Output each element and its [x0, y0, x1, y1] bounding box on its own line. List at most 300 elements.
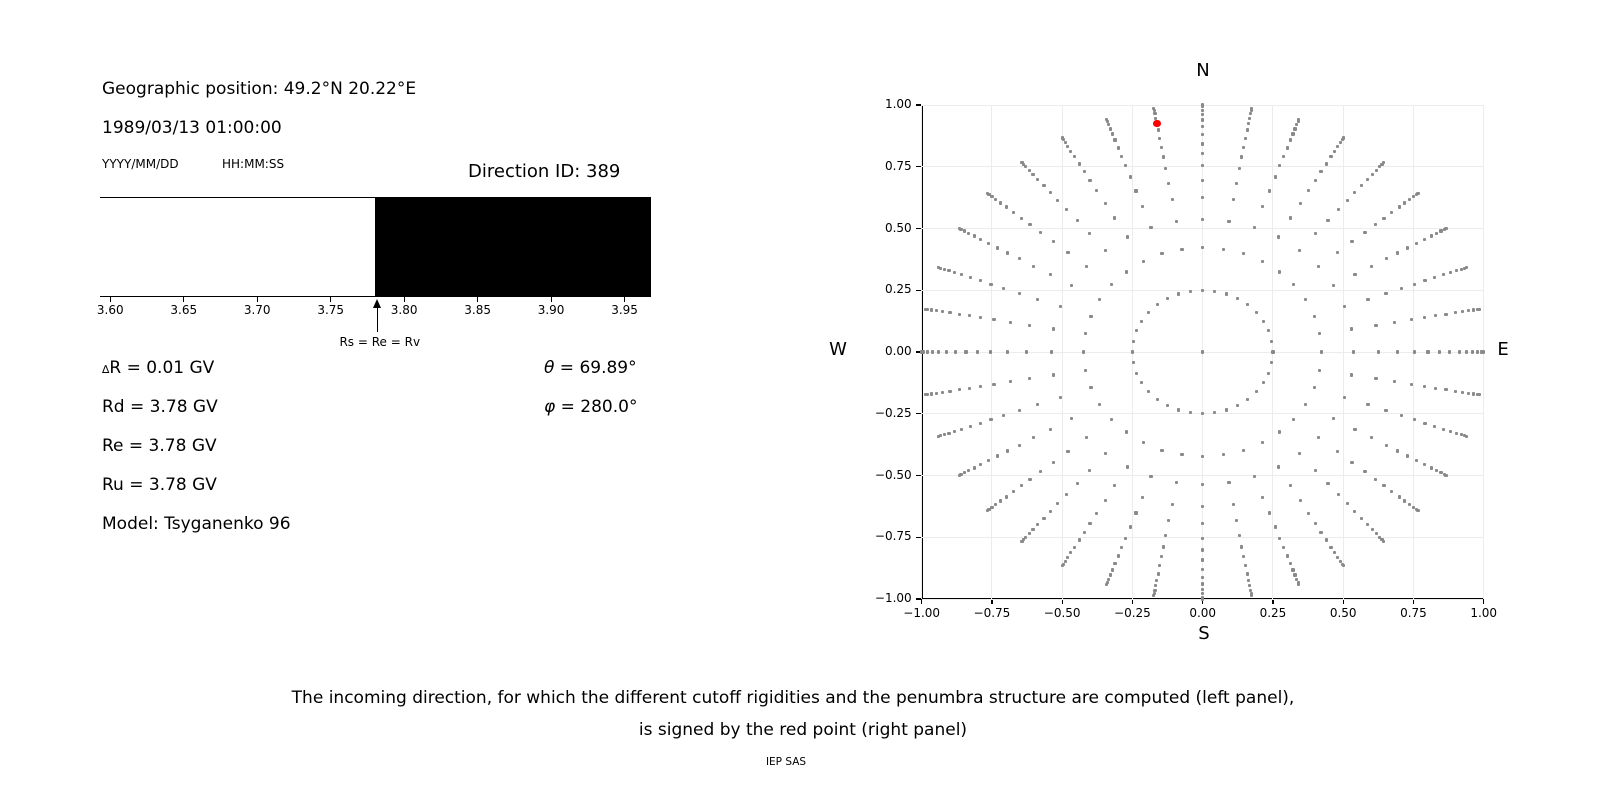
direction-dot	[1482, 350, 1485, 353]
direction-dot	[1049, 428, 1052, 431]
direction-dot	[1406, 454, 1409, 457]
direction-dot	[1052, 461, 1055, 464]
direction-dot	[1313, 386, 1316, 389]
direction-dot	[1268, 511, 1271, 514]
direction-dot	[1255, 311, 1258, 314]
direction-dot	[937, 435, 940, 438]
direction-dot	[1374, 223, 1377, 226]
y-tick-label: 0.25	[884, 282, 912, 297]
direction-dot	[1180, 248, 1183, 251]
direction-dot	[1442, 428, 1445, 431]
direction-dot	[1299, 202, 1302, 205]
direction-dot	[930, 308, 933, 311]
y-tick-label: −0.25	[874, 405, 912, 420]
direction-dot	[1385, 444, 1388, 447]
direction-dot	[1175, 220, 1178, 223]
direction-dot	[1448, 350, 1451, 353]
direction-dot	[947, 269, 950, 272]
direction-dot	[1160, 449, 1163, 452]
direction-dot	[1382, 540, 1385, 543]
direction-dot	[1350, 240, 1353, 243]
direction-dot	[986, 192, 989, 195]
direction-dot	[1374, 478, 1377, 481]
direction-dot	[1460, 268, 1463, 271]
direction-dot	[1076, 219, 1079, 222]
x-tick-label: 1.00	[1470, 606, 1498, 620]
y-tick-label: 0.00	[884, 344, 912, 358]
direction-dot	[1189, 290, 1192, 293]
direction-dot	[948, 390, 951, 393]
direction-dot	[1036, 178, 1039, 181]
direction-dot	[1438, 350, 1441, 353]
direction-dot	[1042, 517, 1045, 520]
direction-dot	[943, 268, 946, 271]
direction-dot	[1413, 283, 1416, 286]
direction-dot	[973, 466, 976, 469]
direction-dot	[1056, 199, 1059, 202]
direction-dot	[1201, 142, 1204, 145]
compass-west-label: W	[829, 339, 847, 360]
direction-dot	[1012, 490, 1015, 493]
direction-dot	[1110, 418, 1113, 421]
direction-dot	[1304, 403, 1307, 406]
direction-dot	[1261, 441, 1264, 444]
direction-dot	[1274, 175, 1277, 178]
phi-symbol: φ	[544, 397, 556, 417]
direction-dot	[1255, 390, 1258, 393]
re-value: Re = 3.78 GV	[102, 436, 217, 456]
direction-dot	[1171, 198, 1174, 201]
direction-dot	[1326, 482, 1329, 485]
direction-dot	[979, 422, 982, 425]
direction-dot	[1005, 205, 1008, 208]
direction-dot	[1201, 103, 1204, 106]
direction-dot	[1320, 350, 1323, 353]
x-tick-label: −0.50	[1043, 606, 1081, 620]
direction-dot	[1109, 573, 1112, 576]
direction-dot	[1434, 387, 1437, 390]
direction-dot	[1360, 184, 1363, 187]
direction-dot	[935, 392, 938, 395]
direction-dot	[920, 350, 923, 353]
delta-symbol: ∆	[102, 363, 110, 376]
direction-dot	[1293, 573, 1296, 576]
penumbra-tick-label: 3.75	[317, 303, 345, 317]
direction-dot	[1018, 292, 1021, 295]
cutoff-arrow-label: Rs = Re = Rv	[339, 335, 421, 349]
y-tick-label: −0.50	[874, 467, 912, 482]
direction-dot	[1065, 208, 1068, 211]
direction-dot	[1020, 540, 1023, 543]
direction-dot	[1095, 512, 1098, 515]
y-tick-label: −1.00	[874, 591, 912, 605]
penumbra-segment-allowed	[100, 198, 375, 296]
direction-dot	[979, 238, 982, 241]
direction-dot	[1052, 240, 1055, 243]
direction-dot	[1042, 184, 1045, 187]
direction-dot	[1232, 198, 1235, 201]
direction-dot	[968, 387, 971, 390]
direction-dot	[1104, 499, 1107, 502]
direction-dot	[1111, 132, 1114, 135]
direction-dot	[1235, 182, 1238, 185]
direction-dot	[1353, 273, 1356, 276]
direction-dot	[1049, 510, 1052, 513]
direction-dot	[1478, 308, 1481, 311]
ru-value: Ru = 3.78 GV	[102, 475, 217, 495]
direction-dot	[1201, 588, 1204, 591]
direction-dot	[1177, 408, 1180, 411]
direction-dot	[958, 474, 961, 477]
direction-dot	[1227, 220, 1230, 223]
direction-dot	[1201, 548, 1204, 551]
direction-dot	[1073, 155, 1076, 158]
direction-dot	[1149, 226, 1152, 229]
direction-dot	[1415, 242, 1418, 245]
direction-dot	[999, 499, 1002, 502]
compass-south-label: S	[1198, 623, 1210, 644]
direction-dot	[1113, 216, 1116, 219]
y-axis-tick	[916, 537, 921, 538]
direction-dot	[1282, 546, 1285, 549]
direction-dot	[1253, 226, 1256, 229]
direction-dot	[1069, 150, 1072, 153]
direction-dot	[1342, 136, 1345, 139]
direction-dot	[960, 428, 963, 431]
direction-dot	[1336, 450, 1339, 453]
direction-dot	[1124, 537, 1127, 540]
direction-dot	[1242, 146, 1245, 149]
direction-dot	[1111, 568, 1114, 571]
direction-dot	[1225, 292, 1228, 295]
direction-dot	[1049, 273, 1052, 276]
direction-dot	[1031, 173, 1034, 176]
direction-dot	[1317, 265, 1320, 268]
direction-dot	[1222, 248, 1225, 251]
direction-dot	[1408, 503, 1411, 506]
direction-dot	[1406, 246, 1409, 249]
y-axis-tick	[916, 598, 921, 599]
direction-dot	[1374, 324, 1377, 327]
direction-dot	[1201, 125, 1204, 128]
direction-dot	[958, 227, 961, 230]
direction-dot	[1366, 178, 1369, 181]
penumbra-tick-label: 3.85	[464, 303, 491, 317]
direction-dot-center	[1201, 350, 1204, 353]
direction-dot	[1039, 231, 1042, 234]
x-tick-label: 0.75	[1400, 606, 1427, 620]
direction-dot	[1061, 136, 1064, 139]
direction-dot	[1319, 531, 1322, 534]
rd-value: Rd = 3.78 GV	[102, 397, 218, 417]
direction-dot	[1076, 482, 1079, 485]
direction-dot	[1350, 327, 1353, 330]
direction-dot	[1162, 155, 1165, 158]
direction-dot	[1156, 398, 1159, 401]
direction-dot	[1088, 469, 1091, 472]
direction-dot	[1088, 232, 1091, 235]
direction-dot	[1201, 537, 1204, 540]
direction-dot	[1277, 465, 1280, 468]
direction-dot	[1352, 350, 1355, 353]
direction-dot	[1333, 150, 1336, 153]
x-axis-tick	[1483, 599, 1484, 604]
direction-dot	[1350, 461, 1353, 464]
direction-dot	[1177, 292, 1180, 295]
direction-dot	[930, 392, 933, 395]
direction-dot	[931, 350, 934, 353]
direction-dot	[1082, 350, 1085, 353]
compass-east-label: E	[1497, 339, 1509, 360]
direction-dot	[1240, 545, 1243, 548]
direction-dot	[990, 506, 993, 509]
direction-dot	[1268, 189, 1271, 192]
direction-dot	[1400, 287, 1403, 290]
direction-dot	[1171, 503, 1174, 506]
direction-dot	[1201, 455, 1204, 458]
direction-dot	[1375, 532, 1378, 535]
caption-line-2: is signed by the red point (right panel)	[638, 720, 968, 740]
direction-dot	[1141, 496, 1144, 499]
direction-dot	[1271, 350, 1274, 353]
x-tick-label: 0.50	[1329, 606, 1357, 620]
direction-dot	[1433, 425, 1436, 428]
direction-dot	[1036, 298, 1039, 301]
direction-dot	[1006, 251, 1009, 254]
direction-dot	[1325, 538, 1328, 541]
direction-dot	[1227, 481, 1230, 484]
cutoff-arrow-icon	[373, 299, 381, 308]
direction-dot	[1052, 373, 1055, 376]
direction-dot	[1444, 474, 1447, 477]
direction-dot	[989, 350, 992, 353]
date-format-hint: YYYY/MM/DD	[102, 157, 179, 171]
direction-dot	[1382, 161, 1385, 164]
direction-dot	[1454, 390, 1457, 393]
direction-dot	[1064, 141, 1067, 144]
direction-dot	[1083, 531, 1086, 534]
y-axis-tick	[916, 290, 921, 291]
direction-dot	[1410, 318, 1413, 321]
penumbra-segment-forbidden	[375, 198, 651, 296]
direction-dot	[1375, 169, 1378, 172]
direction-dot	[1201, 109, 1204, 112]
x-tick-label: 0.25	[1259, 606, 1287, 620]
direction-dot	[1289, 216, 1292, 219]
direction-dot	[1455, 432, 1458, 435]
direction-dot	[1332, 284, 1335, 287]
direction-dot	[1238, 534, 1241, 537]
direction-dot	[1353, 428, 1356, 431]
direction-dot	[1028, 169, 1031, 172]
direction-dot	[1084, 369, 1087, 372]
direction-dot	[945, 350, 948, 353]
direction-dot	[1113, 138, 1116, 141]
direction-dot	[1461, 391, 1464, 394]
penumbra-tick-label: 3.80	[390, 303, 418, 317]
y-axis-tick	[916, 228, 921, 229]
direction-dot	[989, 283, 992, 286]
selected-direction-dot	[1153, 120, 1161, 128]
direction-dot	[1248, 117, 1251, 120]
direction-dot	[1020, 161, 1023, 164]
direction-dot	[1291, 132, 1294, 135]
direction-dot	[1009, 321, 1012, 324]
direction-dot	[937, 350, 940, 353]
direction-dot	[1201, 218, 1204, 221]
direction-dot	[1289, 138, 1292, 141]
direction-dot	[1088, 522, 1091, 525]
penumbra-tick	[404, 297, 405, 302]
direction-dot	[1117, 146, 1120, 149]
direction-dot	[1132, 340, 1135, 343]
direction-dot	[1098, 403, 1101, 406]
direction-dot	[1413, 350, 1416, 353]
direction-dot	[1410, 383, 1413, 386]
direction-dot	[1166, 404, 1169, 407]
direction-dot	[1050, 350, 1053, 353]
direction-dot	[1247, 122, 1250, 125]
direction-dot	[1393, 321, 1396, 324]
direction-dot	[1065, 493, 1068, 496]
x-axis-tick	[991, 599, 992, 604]
direction-dot	[926, 350, 929, 353]
direction-dot	[1201, 118, 1204, 121]
direction-dot	[1162, 545, 1165, 548]
direction-dot	[979, 385, 982, 388]
direction-dot	[924, 308, 927, 311]
direction-dot	[976, 350, 979, 353]
direction-dot	[1472, 392, 1475, 395]
direction-dot	[989, 418, 992, 421]
model-name: Model: Tsyganenko 96	[102, 514, 291, 534]
penumbra-tick	[110, 297, 111, 302]
direction-dot	[1129, 175, 1132, 178]
direction-dot	[1105, 583, 1108, 586]
datetime-text: 1989/03/13 01:00:00	[102, 118, 282, 138]
penumbra-tick-label: 3.60	[96, 303, 124, 317]
direction-dot	[1201, 597, 1204, 600]
direction-dot	[1201, 582, 1204, 585]
direction-dot	[1382, 217, 1385, 220]
direction-dot	[1020, 484, 1023, 487]
direction-dot	[958, 313, 961, 316]
direction-dot	[1160, 146, 1163, 149]
direction-dot	[1423, 385, 1426, 388]
direction-dot	[1157, 572, 1160, 575]
direction-dot	[1398, 205, 1401, 208]
direction-dot	[1471, 350, 1474, 353]
direction-dot	[1408, 198, 1411, 201]
direction-dot	[1307, 512, 1310, 515]
direction-dot	[1277, 235, 1280, 238]
direction-dot	[1142, 260, 1145, 263]
direction-dot	[1430, 234, 1433, 237]
gridline-vertical	[1343, 105, 1344, 599]
theta-symbol: θ	[544, 358, 555, 378]
direction-dot	[1426, 350, 1429, 353]
direction-dot	[1262, 320, 1265, 323]
direction-dot	[1018, 409, 1021, 412]
direction-dot	[963, 229, 966, 232]
x-axis-tick	[1272, 599, 1273, 604]
y-axis-tick	[916, 413, 921, 414]
direction-dot	[1444, 388, 1447, 391]
direction-dot	[1430, 466, 1433, 469]
direction-dot	[1131, 350, 1134, 353]
direction-dot	[937, 266, 940, 269]
direction-dot	[1109, 127, 1112, 130]
direction-dot	[1350, 373, 1353, 376]
gridline-horizontal	[922, 475, 1484, 476]
direction-dot	[1225, 408, 1228, 411]
direction-dot	[1126, 465, 1129, 468]
direction-dot	[1242, 449, 1245, 452]
penumbra-tick	[551, 297, 552, 302]
delta-r-value: ∆R = 0.01 GV	[102, 358, 215, 378]
direction-dot	[1238, 167, 1241, 170]
direction-dot	[1166, 297, 1169, 300]
direction-dot	[1314, 522, 1317, 525]
direction-dot	[1472, 308, 1475, 311]
x-axis-tick	[1413, 599, 1414, 604]
direction-dot	[1274, 525, 1277, 528]
direction-dot	[1078, 538, 1081, 541]
direction-dot	[1444, 313, 1447, 316]
direction-dot	[1250, 594, 1253, 597]
direction-dot	[1384, 292, 1387, 295]
direction-dot	[1089, 315, 1092, 318]
direction-dot	[1167, 182, 1170, 185]
direction-dot	[1066, 251, 1069, 254]
penumbra-tick-label: 3.65	[170, 303, 198, 317]
direction-dot	[1314, 179, 1317, 182]
direction-dot	[1292, 418, 1295, 421]
penumbra-tick	[330, 297, 331, 302]
direction-dot	[1052, 327, 1055, 330]
direction-id-text: Direction ID: 389	[468, 161, 621, 182]
direction-dot	[1073, 546, 1076, 549]
direction-dot	[1158, 137, 1161, 140]
direction-dot	[1088, 179, 1091, 182]
direction-dot	[1267, 372, 1270, 375]
direction-dot	[1020, 217, 1023, 220]
x-tick-label: 0.00	[1189, 606, 1217, 620]
direction-dot	[973, 234, 976, 237]
direction-dot	[1125, 270, 1128, 273]
direction-dot	[1278, 430, 1281, 433]
x-axis-tick	[1062, 599, 1063, 604]
direction-dot	[1403, 499, 1406, 502]
direction-dot	[1244, 137, 1247, 140]
direction-dot	[1384, 409, 1387, 412]
direction-dot	[1332, 417, 1335, 420]
direction-dot	[1415, 459, 1418, 462]
direction-dot	[1201, 196, 1204, 199]
penumbra-tick	[624, 297, 625, 302]
direction-dot	[1382, 484, 1385, 487]
direction-dot	[1278, 537, 1281, 540]
direction-dot	[1153, 112, 1156, 115]
direction-dot	[1291, 568, 1294, 571]
direction-dot	[1066, 145, 1069, 148]
direction-dot	[1326, 219, 1329, 222]
direction-dot	[1201, 289, 1204, 292]
direction-dot	[948, 311, 951, 314]
y-tick-label: −0.75	[874, 529, 912, 544]
direction-dot	[1278, 270, 1281, 273]
direction-dot	[1142, 441, 1145, 444]
